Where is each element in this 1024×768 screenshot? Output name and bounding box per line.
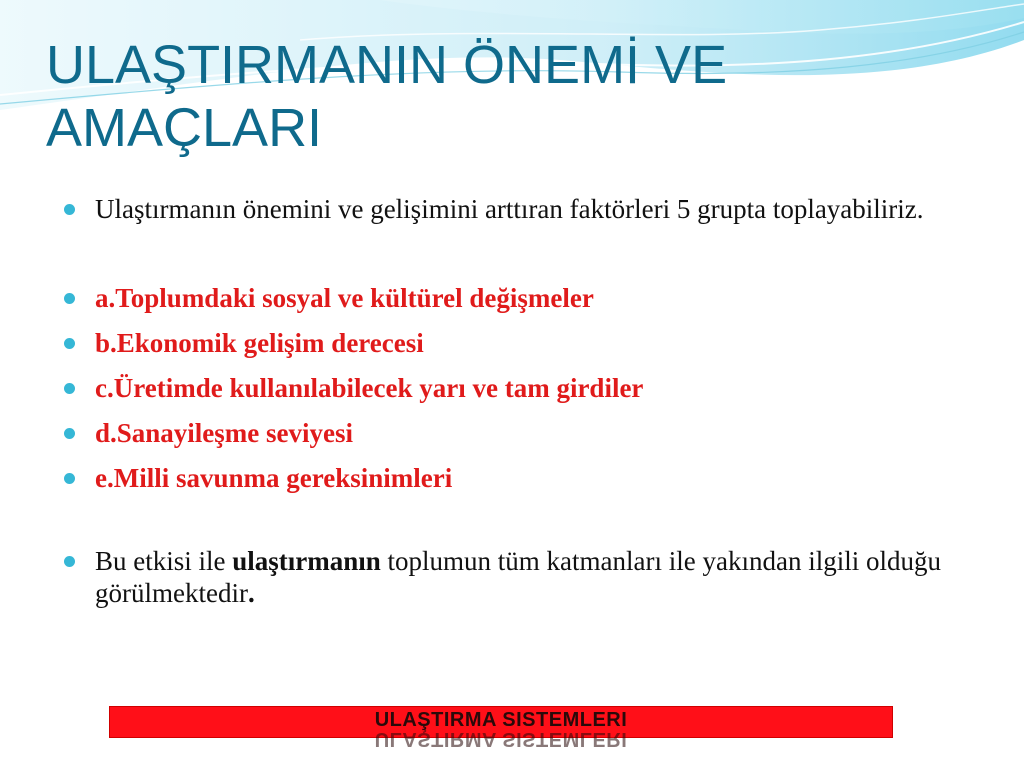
banner-label: ULAŞTIRMA SISTEMLERI [374, 709, 628, 731]
conclusion-text-start: Bu etkisi ile [95, 546, 233, 576]
list-item-conclusion [62, 545, 962, 609]
bullet-dot-icon [64, 338, 75, 349]
factor-text: c.Üretimde kullanılabilecek yarı ve tam girdiler [95, 373, 644, 403]
bullet-list [62, 193, 962, 609]
factor-text: d.Sanayileşme seviyesi [95, 418, 354, 448]
intro-text: Ulaştırmanın önemini ve gelişimini arttıran faktörleri 5 grupta toplayabiliriz. [95, 194, 924, 224]
bullet-dot-icon [64, 383, 75, 394]
list-item-factor [62, 372, 962, 404]
bullet-dot-icon [64, 204, 75, 215]
bullet-dot-icon [64, 473, 75, 484]
footer-banner [109, 706, 893, 750]
conclusion-text-end: toplumun tüm katmanları ile yakından ilgili olduğu görülmektedir [95, 546, 941, 608]
list-item-factor [62, 462, 962, 494]
conclusion-emphasis: ulaştırmanın [232, 546, 381, 576]
slide-title: ULAŞTIRMANIN ÖNEMİ VE AMAÇLARI [46, 35, 728, 158]
list-item-factor [62, 327, 962, 359]
banner-reflection: ULAŞTIRMA SISTEMLERI [374, 728, 628, 750]
bullet-dot-icon [64, 293, 75, 304]
list-item-intro [62, 193, 962, 225]
factor-text: e.Milli savunma gereksinimleri [95, 463, 453, 493]
factor-text: b.Ekonomik gelişim derecesi [95, 328, 424, 358]
list-item-factor [62, 282, 962, 314]
bullet-dot-icon [64, 428, 75, 439]
conclusion-period: . [247, 578, 255, 608]
list-item-factor [62, 417, 962, 449]
bullet-dot-icon [64, 556, 75, 567]
factor-text: a.Toplumdaki sosyal ve kültürel değişmeler [95, 283, 594, 313]
